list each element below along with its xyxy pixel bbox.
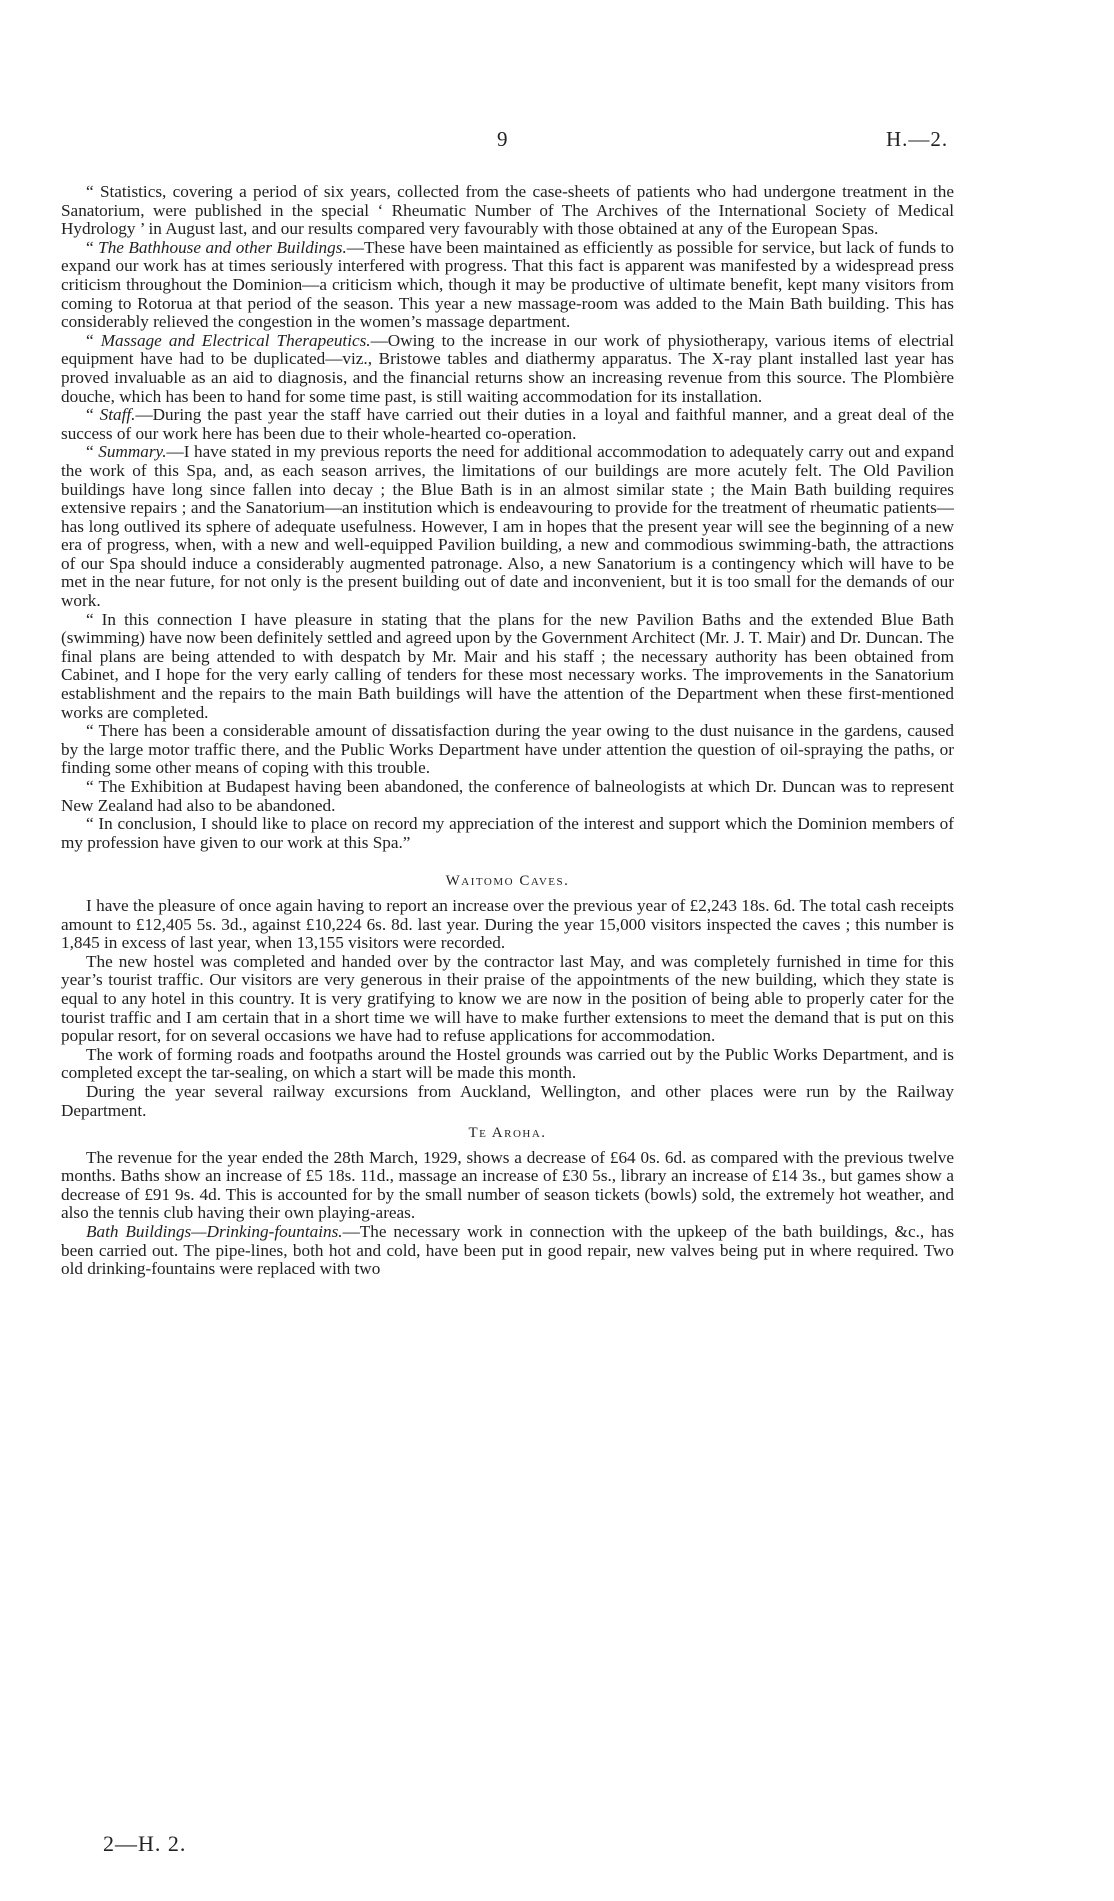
section-gap <box>61 852 954 860</box>
paragraph-te-aroha-revenue: The revenue for the year ended the 28th March, 1929, shows a decrease of £64 0s. 6d. as compared with the previous twelve months. Baths show an increase of £5 18s. 11d., massage an increase of £30 5s., library an increase of £14 3s., but games show a decrease of £91 9s. 4d. This is accounted for by the small number of season tickets (bowls) sold, the extremely hot weather, and also the tennis club having their own playing-areas. <box>61 1147 954 1223</box>
paragraph-text: —These have been maintained as efficiently as possible for service, but lack of funds to expand our work has at times seriously interfered with progress. That this fact is apparent was manifested by a widespread press criticism throughout the Dominion—a criticism which, though it may be productive of ultimate benefit, kept many visitors from coming to Rotorua at that period of the season. This year a new massage-room was added to the Main Bath building. This has considerably relieved the congestion in the women’s massage department. <box>61 237 955 332</box>
paragraph-budapest: “ The Exhibition at Budapest having been abandoned, the conference of balneologists at which Dr. Duncan was to represent New Zealand had also to be abandoned. <box>61 777 954 815</box>
paragraph-text: —During the past year the staff have carried out their duties in a loyal and faithful manner, and a great deal of the success of our work here has been due to their whole-hearted co-operation. <box>61 405 954 443</box>
paragraph-heading: Staff. <box>99 405 136 425</box>
paragraph-staff <box>61 406 954 443</box>
page-header <box>0 127 1114 156</box>
body-text <box>61 183 954 1279</box>
quote-mark: “ <box>86 237 99 257</box>
paragraph-bathhouse <box>61 239 954 332</box>
paragraph-waitomo-revenue: I have the pleasure of once again having to report an increase over the previous year of £2,243 18s. 6d. The total cash receipts amount to £12,405 5s. 3d., against £10,224 6s. 8d. last year. During the year 15,000 visitors inspected the caves ; this number is 1,845 in excess of last year, when 13,155 visitors were recorded. <box>61 895 954 953</box>
section-title-waitomo-caves: Waitomo Caves. <box>445 873 570 890</box>
paragraph-dust-nuisance: “ There has been a considerable amount of dissatisfaction during the year owing to the dust nuisance in the gardens, caused by the large motor traffic there, and the Public Works Department have under attention the question of oil-spraying the paths, or finding some other means of coping with this trouble. <box>61 721 954 778</box>
paragraph-conclusion: “ In conclusion, I should like to place on record my appreciation of the interest and support which the Dominion members of my profession have given to our work at this Spa.” <box>61 814 954 852</box>
paragraph-massage <box>61 332 954 406</box>
document-reference: H.—2. <box>886 127 949 151</box>
page-number: 9 <box>497 127 508 151</box>
paragraph-waitomo-hostel: The new hostel was completed and handed over by the contractor last May, and was completely furnished in time for this year’s tourist traffic. Our visitors are very generous in their praise of the appointments of the new building, which they state is equal to any hotel in this country. It is very gratifying to know we are now in the position of being able to properly cater for the tourist traffic and I am certain that in a short time we will have to make further extensions to meet the demand that is put on this popular resort, for on several occasions we have had to refuse applications for accommodation. <box>61 951 954 1046</box>
paragraph-waitomo-excursions: During the year several railway excursions from Auckland, Wellington, and other places were run by the Railway Department. <box>61 1081 954 1120</box>
paragraph-heading: The Bathhouse and other Buildings. <box>98 237 347 257</box>
paragraph-text: —Owing to the increase in our work of physiotherapy, various items of electrial equipment have had to be duplicated—viz., Bristowe tables and diathermy apparatus. The X-ray plant installed last year has proved invaluable as an aid to diagnosis, and the financial returns show an increasing revenue from this source. The Plombière douche, which has been to hand for some time past, is still waiting accommodation for its installation. <box>61 330 954 406</box>
quote-mark: “ <box>86 330 101 350</box>
footer-signature: 2—H. 2. <box>103 1831 187 1856</box>
quote-mark: “ <box>86 405 100 425</box>
paragraph-heading: Summary. <box>98 442 167 462</box>
paragraph-te-aroha-buildings <box>61 1223 954 1279</box>
paragraph-pavilion-plans: “ In this connection I have pleasure in stating that the plans for the new Pavilion Baths and the extended Blue Bath (swimming) have now been definitely settled and agreed upon by the Government Architect (Mr. J. T. Mair) and Dr. Duncan. The final plans are being attended to with despatch by Mr. Mair and his staff ; the necessary authority has been obtained from Cabinet, and I hope for the very early calling of tenders for these most necessary works. The improvements in the Sanatorium establishment and the repairs to the main Bath buildings will have the attention of the Department when these first-mentioned works are completed. <box>61 609 954 722</box>
paragraph-waitomo-roads: The work of forming roads and footpaths around the Hostel grounds was carried out by the Public Works Department, and is completed except the tar-sealing, on which a start will be made this month. <box>61 1044 954 1083</box>
paragraph-statistics: “ Statistics, covering a period of six years, collected from the case-sheets of patients who had undergone treatment in the Sanatorium, were published in the special ‘ Rheumatic Number of The Archives of the International Society of Medical Hydrology ’ in August last, and our results compared very favourably with those obtained at any of the European Spas. <box>61 182 954 239</box>
paragraph-text: —I have stated in my previous reports the need for additional accommodation to adequately carry out and expand the work of this Spa, and, as each season arrives, the limitations of our buildings are more acutely felt. The Old Pavilion buildings have long since fallen into decay ; the Blue Bath is in an almost similar state ; the Main Bath building requires extensive repairs ; and the Sanatorium—an institution which is endeavouring to provide for the treatment of rheumatic patients—has long outlived its sphere of adequate usefulness. However, I am in hopes that the present year will see the beginning of a new era of progress, when, with a new and well-equipped Pavilion building, a new and commodious swimming-bath, the attractions of our Spa should induce a considerably augmented patronage. Also, a new Sanatorium is a contingency which will have to be met in the near future, for not only is the present building out of date and inconvenient, but it is too small for the demands of our work. <box>61 442 954 611</box>
paragraph-heading: Bath Buildings—Drinking-fountains. <box>86 1222 343 1242</box>
paragraph-summary <box>61 443 954 610</box>
paragraph-heading: Massage and Electrical Therapeutics. <box>100 330 371 350</box>
quote-mark: “ <box>86 442 99 462</box>
paragraph-text: —The necessary work in connection with the upkeep of the bath buildings, &c., has been carried out. The pipe-lines, both hot and cold, have been put in good repair, new valves being put in where required. Two old drinking-fountains were replaced with two <box>61 1222 955 1279</box>
section-title-te-aroha: Te Aroha. <box>468 1125 547 1142</box>
